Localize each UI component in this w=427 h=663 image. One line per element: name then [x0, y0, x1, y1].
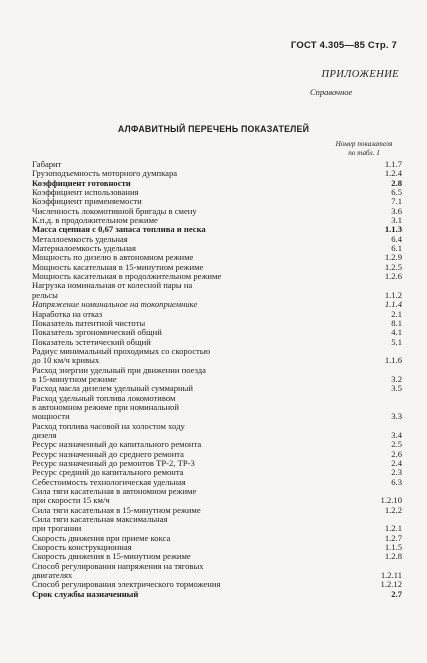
entry-text-line: в 15-минутном режиме [32, 373, 117, 384]
entry-text-line: Сила тяги касательная в автономном режиме [32, 486, 197, 497]
entry-number: 2.6 [391, 448, 402, 459]
index-entry [32, 281, 402, 300]
entry-text-line: мощности [32, 411, 70, 422]
entry-text-line: Численность локомотивной бригады в смену [32, 205, 197, 216]
entry-text-line: до 10 км/ч кривых [32, 355, 100, 366]
entry-number: 1.2.9 [384, 252, 402, 263]
entry-number: 3.6 [391, 205, 402, 216]
entry-number: 1.1.6 [384, 355, 402, 366]
entry-number: 1.1.4 [384, 299, 402, 310]
entry-number: 2.8 [391, 177, 402, 188]
entry-text-line: Сила тяги касательная максимальная [32, 514, 168, 525]
entry-number: 1.2.10 [380, 495, 402, 506]
entry-number: 3.4 [391, 429, 402, 440]
entry-text-line: Расход удельный топлива локомотивом [32, 392, 176, 403]
entry-text-line: Расход топлива часовой на холостом ходу [32, 420, 185, 431]
entry-text-line: Металлоемкость удельная [32, 233, 128, 244]
entry-text-line: Напряжение номинальное на токоприемнике [32, 299, 198, 310]
entry-text-line: Показатель эргономический общий [32, 327, 162, 338]
entry-text-line: Ресурс назначенный до капитального ремонта [32, 439, 202, 450]
entry-text-line: дизеля [32, 429, 57, 440]
index-entry [32, 562, 402, 581]
appendix-title: ПРИЛОЖЕНИЕ [321, 69, 399, 80]
entry-number: 3.1 [391, 215, 402, 226]
entry-text-line: Мощность касательная в продолжительном режиме [32, 271, 222, 282]
entry-number: 1.2.7 [384, 532, 402, 543]
entry-number: 6.3 [391, 476, 402, 487]
entry-number: 1.2.12 [380, 579, 402, 590]
entry-text-line: Скорость движения при приеме кокса [32, 532, 171, 543]
entry-number: 2.5 [391, 439, 402, 450]
column-header-line: по табл. 1 [348, 148, 380, 157]
entry-number: 1.1.7 [384, 159, 402, 169]
index-entry [32, 394, 402, 422]
index-entry [32, 366, 402, 385]
entry-number: 1.2.8 [384, 551, 402, 562]
entry-text-line: Коэффициент готовности [32, 177, 131, 188]
index-entries [32, 160, 402, 599]
entry-number: 5.1 [391, 336, 402, 347]
entry-text-line: Показатель патентной чистоты [32, 317, 146, 328]
entry-number: 3.5 [391, 383, 402, 394]
entry-text-line: при скорости 15 км/ч [32, 495, 110, 506]
index-entry [32, 422, 402, 441]
entry-number: 6.5 [391, 187, 402, 198]
entry-text-line: Себестоимость технологическая удельная [32, 476, 186, 487]
entry-number: 1.1.5 [384, 542, 402, 553]
entry-number: 6.4 [391, 233, 402, 244]
entry-text-line: Нагрузка номинальная от колесной пары на [32, 280, 193, 291]
entry-number: 2.4 [391, 458, 402, 468]
entry-text-line: Ресурс назначенный до среднего ремонта [32, 448, 184, 459]
entry-text-line: Ресурс средний до капитального ремонта [32, 467, 184, 478]
entry-text-line: Расход энергии удельный при движении поезда [32, 364, 206, 375]
entry-number: 1.2.5 [384, 261, 402, 272]
entry-text-line: Срок службы назначенный [32, 588, 139, 599]
entry-number: 2.3 [391, 467, 402, 478]
entry-number: 1.2.6 [384, 271, 402, 282]
column-header [329, 140, 399, 157]
entry-text-line: Сила тяги касательная в 15-минутном режиме [32, 504, 201, 515]
entry-text-line: Показатель эстетический общий [32, 336, 151, 347]
entry-text-line: Мощность касательная в 15-минутном режиме [32, 261, 204, 272]
entry-text-line: Материалоемкость удельная [32, 243, 136, 254]
index-entry [32, 347, 402, 366]
index-entry [32, 487, 402, 506]
appendix-reference-note: Справочное [310, 87, 353, 97]
entry-text-line: Мощность по дизелю в автономном режиме [32, 252, 194, 263]
entry-text-line: Радиус минимальный проходимых со скоростью [32, 345, 211, 356]
entry-text-line: Скорость конструкционная [32, 542, 132, 553]
entry-number: 1.2.4 [384, 168, 402, 179]
entry-number: 4.1 [391, 327, 402, 338]
entry-number: 1.2.2 [384, 504, 402, 515]
entry-text-line: Масса сцепная с 0,67 запаса топлива и песка [32, 224, 206, 235]
entry-number: 7.1 [391, 196, 402, 207]
entry-text-line: рельсы [32, 289, 58, 300]
entry-text-line: Способ регулирования напряжения на тяговых [32, 560, 204, 571]
entry-number: 3.3 [391, 411, 402, 422]
entry-text-line: Расход масла дизелем удельный суммарный [32, 383, 194, 394]
entry-text-line: Габарит [32, 159, 62, 169]
entry-text-line: Ресурс назначенный до ремонтов ТР-2, ТР-3 [32, 458, 195, 468]
entry-text-line: Наработка на отказ [32, 308, 103, 319]
index-entry [32, 590, 402, 599]
entry-number: 3.2 [391, 373, 402, 384]
page-title: АЛФАВИТНЫЙ ПЕРЕЧЕНЬ ПОКАЗАТЕЛЕЙ [117, 124, 310, 134]
running-header: ГОСТ 4.305—85 Стр. 7 [290, 40, 397, 51]
entry-number: 2.7 [391, 588, 402, 599]
entry-number: 2.1 [391, 308, 402, 319]
entry-number: 1.1.2 [384, 289, 402, 300]
entry-text-line: Скорость движения в 15-минутном режиме [32, 551, 191, 562]
index-entry [32, 515, 402, 534]
entry-number: 1.1.3 [384, 224, 402, 235]
entry-number: 6.1 [391, 243, 402, 254]
entry-text-line: К.п.д. в продолжительном режиме [32, 215, 158, 226]
entry-text-line: двигателях [32, 570, 73, 581]
entry-number: 1.2.11 [380, 570, 402, 581]
entry-number: 1.2.1 [384, 523, 402, 534]
entry-text-line: Коэффициент использования [32, 187, 139, 198]
entry-text-line: при трогании [32, 523, 82, 534]
entry-text-line: Грузоподъемность моторного думпкара [32, 168, 178, 179]
entry-text-line: Способ регулирования электрического торможения [32, 579, 221, 590]
entry-number: 8.1 [391, 317, 402, 328]
entry-text-line: Коэффициент применяемости [32, 196, 142, 207]
entry-text-line: в автономном режиме при номинальной [32, 401, 179, 412]
column-header-line: Номер показателя [335, 140, 393, 148]
